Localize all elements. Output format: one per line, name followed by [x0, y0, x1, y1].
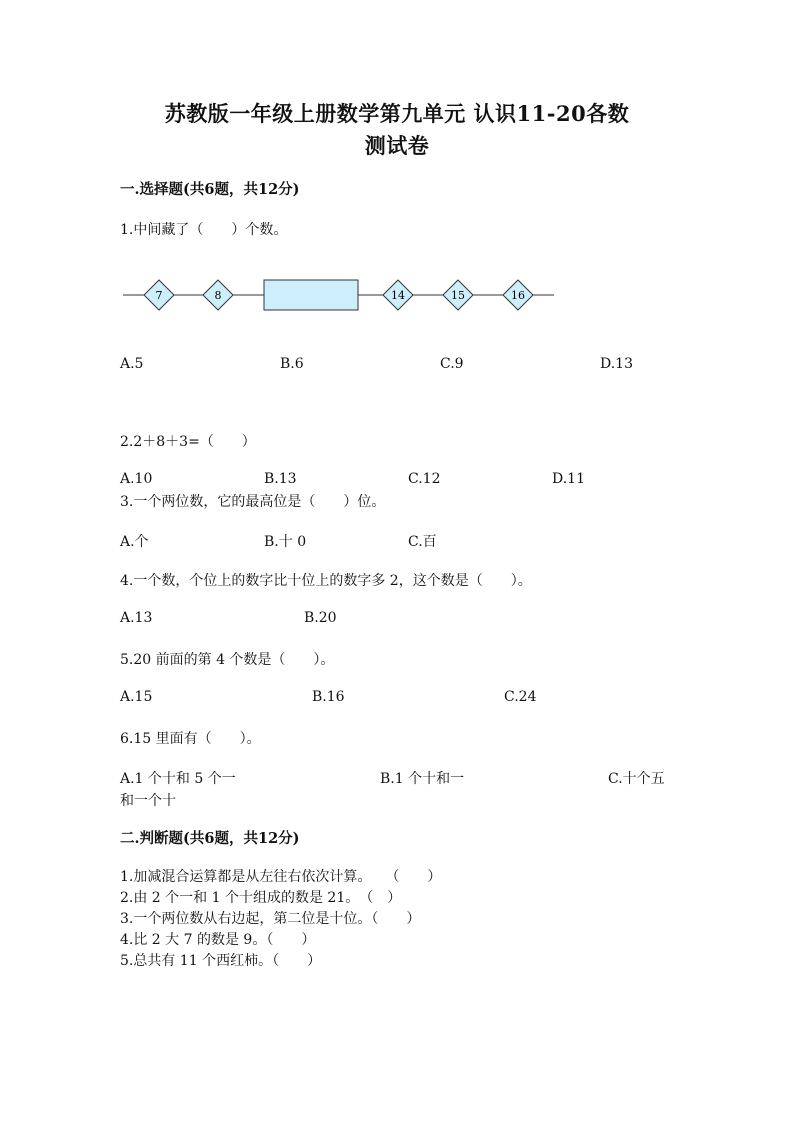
- q1-option-a[interactable]: A.5: [120, 356, 144, 372]
- q3-option-b[interactable]: B.十 0: [264, 534, 307, 550]
- question-3-stem: 3.一个两位数，它的最高位是（ ）位。: [120, 494, 386, 510]
- number-diamond: [503, 280, 533, 310]
- svg-text:16: 16: [511, 289, 525, 302]
- q1-option-d[interactable]: D.13: [600, 356, 633, 372]
- q2-option-d[interactable]: D.11: [552, 471, 585, 487]
- number-line-diagram: [120, 276, 560, 316]
- q6-option-c-continued: 和一个十: [120, 793, 176, 809]
- hidden-numbers-box: [264, 280, 358, 310]
- section-heading-judgement: 二.判断题(共6题，共12分): [120, 830, 300, 847]
- question-6-stem: 6.15 里面有（ ）。: [120, 731, 261, 747]
- page-title-line1: 苏教版一年级上册数学第九单元 认识11-20各数: [164, 101, 630, 126]
- q5-option-b[interactable]: B.16: [312, 689, 345, 705]
- svg-text:15: 15: [451, 289, 465, 302]
- svg-text:8: 8: [214, 289, 222, 302]
- judgement-item-2: 2.由 2 个一和 1 个十组成的数是 21。 （ ）: [120, 890, 402, 906]
- question-1-stem: 1.中间藏了（ ）个数。: [120, 222, 288, 238]
- section-heading-choice: 一.选择题(共6题，共12分): [120, 181, 300, 198]
- q5-option-c[interactable]: C.24: [504, 689, 537, 705]
- q2-option-c[interactable]: C.12: [408, 471, 441, 487]
- q4-option-a[interactable]: A.13: [120, 610, 153, 626]
- question-2-stem: 2.2＋8＋3=（ ）: [120, 434, 256, 450]
- number-diamond: [203, 280, 233, 310]
- page-title-line2: 测试卷: [364, 133, 430, 158]
- q4-option-b[interactable]: B.20: [304, 610, 337, 626]
- number-diamond: [144, 280, 174, 310]
- question-5-stem: 5.20 前面的第 4 个数是（ ）。: [120, 652, 335, 668]
- svg-text:7: 7: [155, 289, 163, 302]
- question-4-stem: 4.一个数，个位上的数字比十位上的数字多 2，这个数是（ ）。: [120, 573, 532, 589]
- q3-option-a[interactable]: A.个: [120, 534, 149, 550]
- number-diamond: [383, 280, 413, 310]
- q6-option-c[interactable]: C.十个五: [608, 771, 665, 787]
- q5-option-a[interactable]: A.15: [120, 689, 153, 705]
- q1-option-b[interactable]: B.6: [280, 356, 304, 372]
- judgement-item-3: 3.一个两位数从右边起，第二位是十位。（ ）: [120, 911, 421, 927]
- q6-option-b[interactable]: B.1 个十和一: [380, 771, 465, 787]
- number-diamond: [443, 280, 473, 310]
- q2-option-a[interactable]: A.10: [120, 471, 153, 487]
- svg-text:14: 14: [391, 289, 405, 302]
- q2-option-b[interactable]: B.13: [264, 471, 297, 487]
- judgement-item-4: 4.比 2 大 7 的数是 9。（ ）: [120, 932, 316, 948]
- judgement-item-5: 5.总共有 11 个西红柿。（ ）: [120, 953, 322, 969]
- judgement-item-1: 1.加减混合运算都是从左往右依次计算。 （ ）: [120, 869, 442, 885]
- q3-option-c[interactable]: C.百: [408, 534, 437, 550]
- q6-option-a[interactable]: A.1 个十和 5 个一: [120, 771, 236, 787]
- q1-option-c[interactable]: C.9: [440, 356, 464, 372]
